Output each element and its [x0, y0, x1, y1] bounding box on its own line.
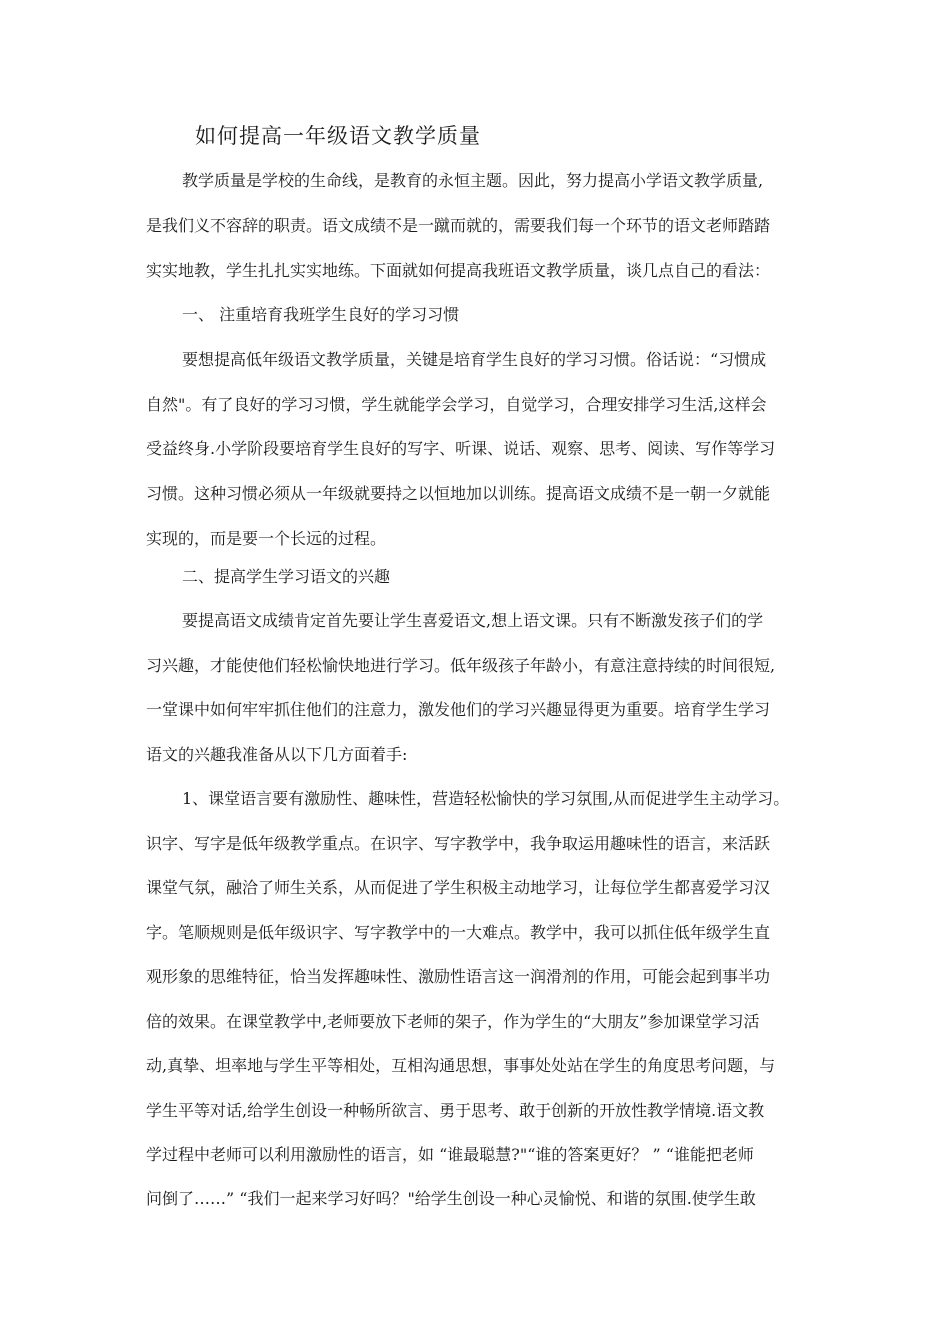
paragraph-line: 要提高语文成绩肯定首先要让学生喜爱语文,想上语文课。只有不断激发孩子们的学	[182, 611, 764, 630]
paragraph-line: 问倒了……” “我们一起来学习好吗？"给学生创设一种心灵愉悦、和谐的氛围.使学生敢	[146, 1189, 756, 1208]
paragraph-line: 动,真挚、坦率地与学生平等相处，互相沟通思想，事事处处站在学生的角度思考问题，与	[146, 1056, 776, 1075]
paragraph-line: 要想提高低年级语文教学质量，关键是培育学生良好的学习习惯。俗话说：“习惯成	[182, 350, 767, 369]
paragraph-line: 学生平等对话,给学生创设一种畅所欲言、勇于思考、敢于创新的开放性教学情境.语文教	[146, 1101, 765, 1120]
paragraph-line: 是我们义不容辞的职责。语文成绩不是一蹴而就的，需要我们每一个环节的语文老师踏踏	[146, 216, 771, 235]
paragraph-line: 自然"。有了良好的学习习惯，学生就能学会学习，自觉学习，合理安排学习生活,这样会	[146, 395, 767, 414]
paragraph-line: 字。笔顺规则是低年级识字、写字教学中的一大难点。教学中，我可以抓住低年级学生直	[146, 923, 771, 942]
paragraph-line: 习惯。这种习惯必须从一年级就要持之以恒地加以训练。提高语文成绩不是一朝一夕就能	[146, 484, 771, 503]
section-heading: 一、 注重培育我班学生良好的学习习惯	[182, 305, 460, 324]
paragraph-line: 语文的兴趣我准备从以下几方面着手:	[146, 745, 408, 764]
paragraph-line: 学过程中老师可以利用激励性的语言，如 “谁最聪慧?"“谁的答案更好？ ” “谁能把老师	[146, 1145, 754, 1164]
list-item-heading: 1、课堂语言要有激励性、趣味性，营造轻松愉快的学习氛围,从而促进学生主动学习。	[182, 789, 790, 808]
paragraph-line: 习兴趣，才能使他们轻松愉快地进行学习。低年级孩子年龄小，有意注意持续的时间很短,	[146, 656, 776, 675]
document-title: 如何提高一年级语文教学质量	[195, 124, 481, 148]
paragraph-line: 教学质量是学校的生命线，是教育的永恒主题。因此，努力提高小学语文教学质量,	[182, 171, 764, 190]
section-heading: 二、提高学生学习语文的兴趣	[182, 567, 391, 586]
paragraph-line: 一堂课中如何牢牢抓住他们的注意力，激发他们的学习兴趣显得更为重要。培育学生学习	[146, 700, 771, 719]
paragraph-line: 实现的，而是要一个长远的过程。	[146, 529, 387, 548]
paragraph-line: 倍的效果。在课堂教学中,老师要放下老师的架子，作为学生的“大朋友”参加课堂学习活	[146, 1012, 760, 1031]
paragraph-line: 识字、写字是低年级教学重点。在识字、写字教学中，我争取运用趣味性的语言，来活跃	[146, 834, 771, 853]
paragraph-line: 课堂气氛，融洽了师生关系，从而促进了学生积极主动地学习，让每位学生都喜爱学习汉	[146, 878, 771, 897]
paragraph-line: 观形象的思维特征，恰当发挥趣味性、激励性语言这一润滑剂的作用，可能会起到事半功	[146, 967, 771, 986]
paragraph-line: 实实地教，学生扎扎实实地练。下面就如何提高我班语文教学质量，谈几点自己的看法：	[146, 261, 771, 280]
paragraph-line: 受益终身.小学阶段要培育学生良好的写字、听课、说话、观察、思考、阅读、写作等学习	[146, 439, 776, 458]
